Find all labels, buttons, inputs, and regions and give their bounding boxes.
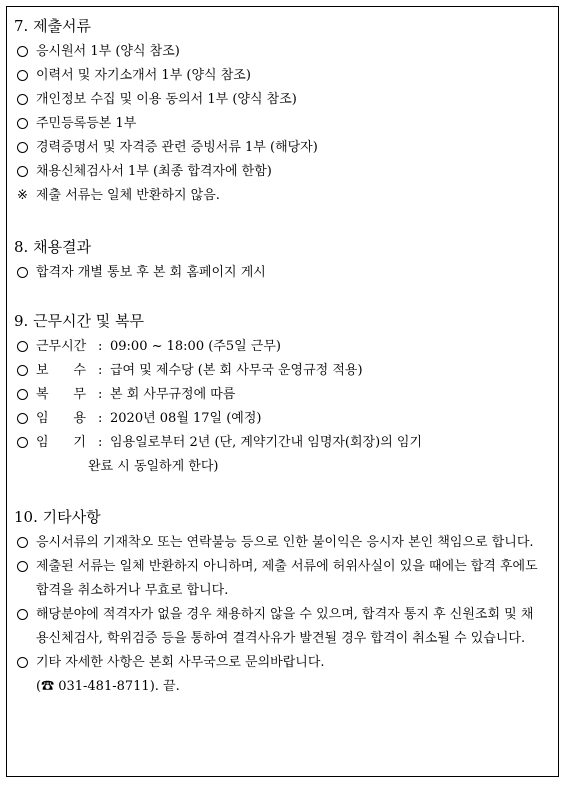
circle-bullet-icon — [17, 94, 28, 105]
list-item: 임 용 : 2020년 08월 17일 (예정) — [14, 407, 559, 431]
circle-bullet-icon — [17, 413, 28, 424]
circle-bullet-icon — [17, 142, 28, 153]
circle-bullet-icon — [17, 609, 28, 620]
section-10-title: 10. 기타사항 — [14, 508, 101, 526]
section-9-title: 9. 근무시간 및 복무 — [14, 312, 145, 330]
circle-bullet-icon — [17, 389, 28, 400]
circle-bullet-icon — [17, 267, 28, 278]
reference-mark-icon: ※ — [17, 188, 28, 203]
section-hiring-results — [14, 237, 559, 285]
circle-bullet-icon — [17, 46, 28, 57]
list-item: 채용신체검사서 1부 (최종 합격자에 한함) — [14, 160, 559, 184]
section-other-matters — [14, 507, 559, 699]
list-item: 해당분야에 적격자가 없을 경우 채용하지 않을 수 있으며, 합격자 통지 후 신원조회 및 채용신체검사, 학위검증 등을 통하여 결격사유가 발견될 경우 합격이 취소될 수 있습니다. — [14, 603, 538, 651]
list-item: 복 무 : 본 회 사무규정에 따름 — [14, 383, 559, 407]
circle-bullet-icon — [17, 341, 28, 352]
list-item: 제출된 서류는 일체 반환하지 아니하며, 제출 서류에 허위사실이 있을 때에는 합격 후에도 합격을 취소하거나 무효로 합니다. — [14, 555, 538, 603]
list-item: 응시원서 1부 (양식 참조) — [14, 40, 559, 64]
circle-bullet-icon — [17, 561, 28, 572]
list-item-continuation: 완료 시 동일하게 한다) — [88, 459, 219, 474]
list-item: 합격자 개별 통보 후 본 회 홈페이지 게시 — [14, 261, 559, 285]
circle-bullet-icon — [17, 537, 28, 548]
note-item: ※ 제출 서류는 일체 반환하지 않음. — [14, 184, 559, 208]
circle-bullet-icon — [17, 118, 28, 129]
list-item: 경력증명서 및 자격증 관련 증빙서류 1부 (해당자) — [14, 136, 559, 160]
section-7-title: 7. 제출서류 — [14, 17, 92, 35]
section-submission-documents — [14, 16, 559, 208]
list-item: 응시서류의 기재착오 또는 연락불능 등으로 인한 불이익은 응시자 본인 책임으로 합니다. — [14, 531, 538, 555]
circle-bullet-icon — [17, 437, 28, 448]
list-item: 임 기 : 임용일로부터 2년 (단, 계약기간내 임명자(회장)의 임기 — [14, 431, 559, 455]
section-work-hours — [14, 311, 559, 479]
section-8-title: 8. 채용결과 — [14, 238, 92, 256]
circle-bullet-icon — [17, 70, 28, 81]
list-item: 기타 자세한 사항은 본회 사무국으로 문의바랍니다. — [14, 651, 538, 675]
list-item: 근무시간 : 09:00 ~ 18:00 (주5일 근무) — [14, 335, 559, 359]
circle-bullet-icon — [17, 365, 28, 376]
list-item: 개인정보 수집 및 이용 동의서 1부 (양식 참조) — [14, 88, 559, 112]
list-item: 보 수 : 급여 및 제수당 (본 회 사무국 운영규정 적용) — [14, 359, 559, 383]
circle-bullet-icon — [17, 166, 28, 177]
list-item: 주민등록등본 1부 — [14, 112, 559, 136]
circle-bullet-icon — [17, 657, 28, 668]
contact-line: (☎ 031-481-8711). 끝. — [36, 679, 180, 694]
list-item: 이력서 및 자기소개서 1부 (양식 참조) — [14, 64, 559, 88]
